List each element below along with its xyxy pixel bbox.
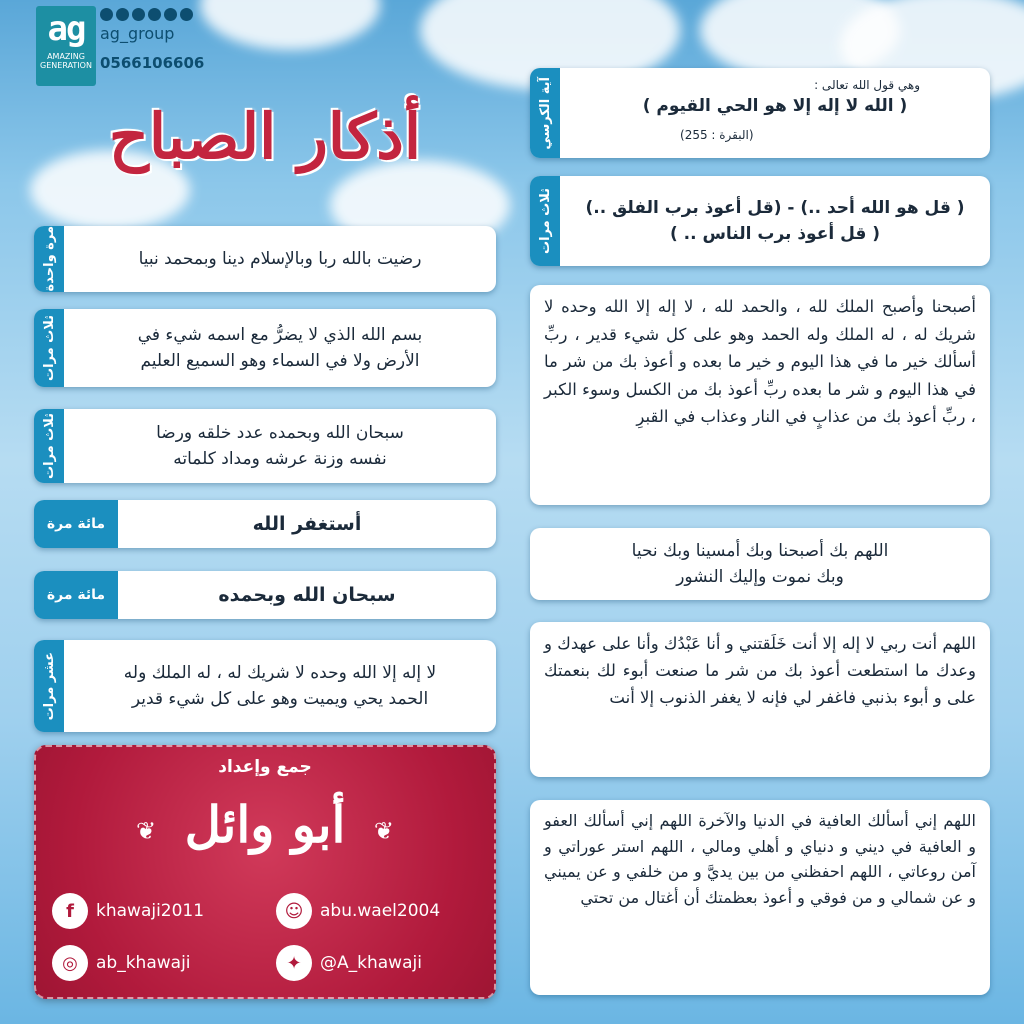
card-muawwidhat [530,176,990,266]
card-subhan [34,571,496,619]
brand-logo [36,6,96,86]
cloud [200,0,380,50]
card-tab: مرة واحدة [34,226,64,292]
ayat-reference: (البقرة : 255) [680,128,754,142]
card-text: رضيت بالله ربا وبالإسلام دينا وبمحمد نبيا [138,249,422,269]
facebook-link[interactable]: f khawaji2011 [52,893,204,929]
credit-panel [34,745,496,999]
instagram-link[interactable]: ◎ ab_khawaji [52,945,191,981]
card-tab: ثلاث مرات [34,409,64,483]
card-text: سبحان الله وبحمده عدد خلقه ورضا نفسه وزنة عرشه ومداد كلماته [156,423,404,469]
snapchat-icon: ☺ [276,893,312,929]
card-tab: ثلاث مرات [34,309,64,387]
card-tab: مائة مرة [34,500,118,548]
ayat-intro: وهي قول الله تعالى : [814,78,920,92]
instagram-icon: ◎ [52,945,88,981]
brand-social-icons [100,8,204,21]
ornament-right-icon: ❦ [373,817,394,845]
snapchat-link[interactable]: ☺ abu.wael2004 [276,893,440,929]
facebook-icon: f [52,893,88,929]
card-tahlil [34,640,496,732]
facebook-icon [148,8,161,21]
credit-label: جمع وإعداد [218,757,312,777]
twitter-icon: ✦ [276,945,312,981]
card-tab: ثلاث مرات [530,176,560,266]
ayat-verse: ( الله لا إله إلا هو الحي القيوم ) [642,96,908,116]
card-asbahna: أصبحنا وأصبح الملك لله ، والحمد لله ، لا إله إلا الله وحده لا شريك له ، له الملك وله الحمد وهو على كل شيء قدير ، ربِّ أسألك خير ما في هذا اليوم و خير ما بعده و أعوذ بك من شر ما في هذا اليوم و شر ما بعده ربِّ أعوذ بك من الكسل وسوء الكبر ، ربِّ أعوذ بك من عذابٍ في النار وعذاب في القبرِ [530,285,990,505]
page-title: أذكار الصباح [108,100,422,173]
card-sayyid-istighfar: اللهم أنت ربي لا إله إلا أنت خَلَقتني و أنا عَبْدُك وأنا على عهدك و وعدك ما استطعت أعوذ بك من شر ما صنعت أبوء لك بنعمتك على و أبوء بذنبي فاغفر لي فإنه لا يغفر الذنوب إلا أنت [530,622,990,777]
card-text: لا إله إلا الله وحده لا شريك له ، له الملك وله الحمد يحي ويميت وهو على كل شيء قدير [123,663,437,709]
card-text: ( قل هو الله أحد ..) - (قل أعوذ برب الفلق ..) ( قل أعوذ برب الناس .. ) [585,198,965,244]
twitter-icon [132,8,145,21]
brand-info [100,8,204,81]
card-text: اللهم بك أصبحنا وبك أمسينا وبك نحيا وبك نموت وإليك النشور [631,541,889,587]
card-istighfar [34,500,496,548]
twitter-link[interactable]: ✦ @A_khawaji [276,945,422,981]
card-ayat-kursi [530,68,990,158]
card-text: بسم الله الذي لا يضرُّ مع اسمه شيء في الأرض ولا في السماء وهو السميع العليم [137,325,423,371]
email-icon [180,8,193,21]
card-tab: آية الكرسي [530,68,560,158]
card-text: أستغفر الله [252,513,362,535]
card-afiya: اللهم إني أسألك العافية في الدنيا والآخرة اللهم إني أسألك العفو و العافية في ديني و دنياي و أهلي ومالي ، اللهم استر عوراتي و آمن روعاتي ، اللهم احفظني من بين يديَّ و من خلفي و عن يميني و عن شمالي و من فوقي و أعوذ بعظمتك أن أغتال من تحتي [530,800,990,995]
card-raditu [34,226,496,292]
brand-phone: 0566106606 [100,54,205,72]
logo-subtitle: AMAZING GENERATION [40,52,92,70]
card-bismillah [34,309,496,387]
author-name: أبو وائل [184,795,346,854]
card-tab: مائة مرة [34,571,118,619]
logo-mark: ag [47,9,85,49]
brand-name: ag_group [100,24,175,43]
ornament-left-icon: ❦ [136,817,157,845]
snapchat-icon [100,8,113,21]
instagram-icon [116,8,129,21]
card-bika-asbahna [530,528,990,600]
card-text: سبحان الله وبحمده [218,584,396,606]
card-subhan-adad [34,409,496,483]
card-tab: عشر مرات [34,640,64,732]
youtube-icon [164,8,177,21]
